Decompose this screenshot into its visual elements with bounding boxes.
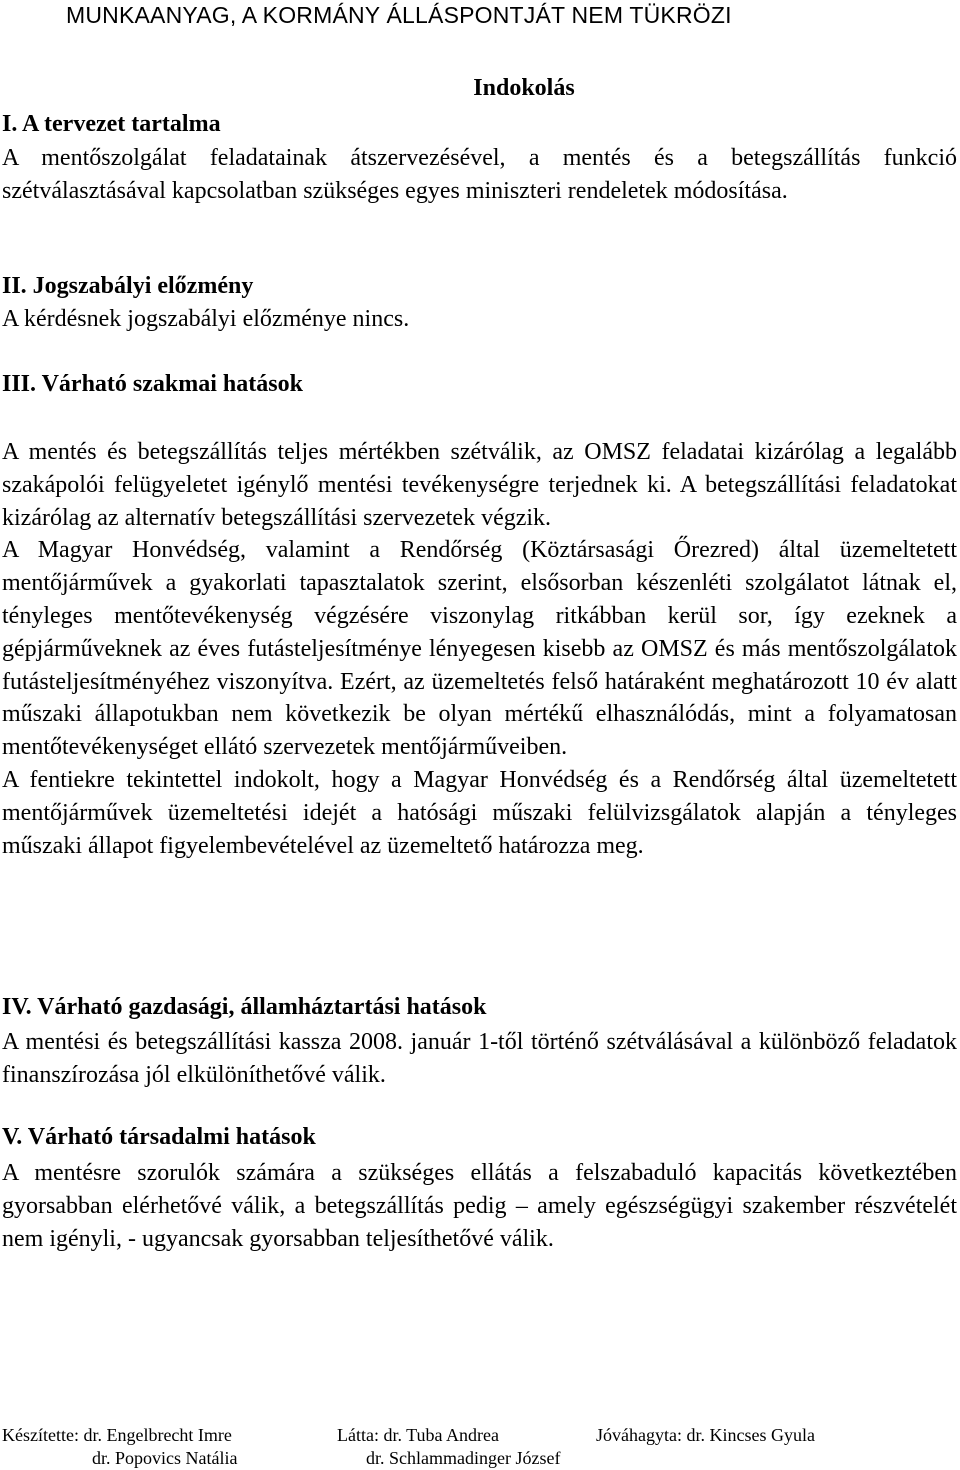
section-2-text: A kérdésnek jogszabályi előzménye nincs. — [2, 306, 410, 332]
footer-seen-by: Látta: dr. Tuba Andrea — [337, 1425, 499, 1445]
footer-approved-by: Jóváhagyta: dr. Kincses Gyula — [596, 1425, 815, 1445]
footer-seen-by-second: dr. Schlammadinger József — [366, 1448, 561, 1468]
section-4-heading: IV. Várható gazdasági, államháztartási hatások — [2, 994, 487, 1020]
section-5-text: A mentésre szorulók számára a szükséges ellátás a felszabaduló kapacitás következtében gyorsabban elérhetővé válik, a betegszállítás pedig – amely egészségügyi szakember részvételét nem igényli, - ugyancsak gyorsabban teljesíthetővé válik. — [2, 1160, 957, 1252]
footer-prepared-by-second: dr. Popovics Natália — [92, 1448, 238, 1468]
section-3-heading: III. Várható szakmai hatások — [2, 371, 303, 397]
document-title: Indokolás — [473, 75, 575, 101]
section-3-paragraph: A mentés és betegszállítás teljes mértékben szétválik, az OMSZ feladatai kizárólag a legalább szakápolói felügyeletet igénylő mentési tevékenységre terjednek ki. A betegszállítási feladatokat kizárólag az alternatív betegszállítási szervezetek végzik. — [2, 439, 957, 531]
watermark-header: MUNKAANYAG, A KORMÁNY ÁLLÁSPONTJÁT NEM TÜKRÖZI — [66, 2, 732, 28]
section-2-heading: II. Jogszabályi előzmény — [2, 273, 254, 299]
section-4-text: A mentési és betegszállítási kassza 2008. január 1-től történő szétválásával a különböző feladatok finanszírozása jól elkülöníthetővé válik. — [2, 1029, 957, 1088]
section-1-text: A mentőszolgálat feladatainak átszervezésével, a mentés és a betegszállítás funkció szétválasztásával kapcsolatban szükséges egyes miniszteri rendeletek módosítása. — [2, 145, 957, 204]
section-5-heading: V. Várható társadalmi hatások — [2, 1124, 316, 1150]
footer-prepared-by: Készítette: dr. Engelbrecht Imre — [2, 1425, 232, 1445]
section-1-heading: I. A tervezet tartalma — [2, 111, 221, 137]
section-3-body — [2, 436, 957, 862]
section-3-paragraph: A Magyar Honvédség, valamint a Rendőrség (Köztársasági Őrezred) által üzemeltetett mentőjárművek a gyakorlati tapasztalatok szerint, elsősorban készenléti szolgálatot látnak el, tényleges mentőtevékenység végzésére viszonylag ritkábban kerül sor, így ezeknek a gépjárműveknek az éves futásteljesítménye lényegesen kisebb az OMSZ és más mentőszolgálatok futásteljesítményéhez viszonyítva. Ezért, az üzemeltetés felső határaként meghatározott 10 év alatt műszaki állapotukban nem következik be olyan mértékű elhasználódás, mint a folyamatosan mentőtevékenységet ellátó szervezetek mentőjárműveiben. — [2, 537, 957, 761]
section-3-paragraph: A fentiekre tekintettel indokolt, hogy a Magyar Honvédség és a Rendőrség által üzemeltetett mentőjárművek üzemeltetési idejét a hatósági műszaki felülvizsgálatok alapján a tényleges műszaki állapot figyelembevételével az üzemeltető határozza meg. — [2, 766, 957, 859]
